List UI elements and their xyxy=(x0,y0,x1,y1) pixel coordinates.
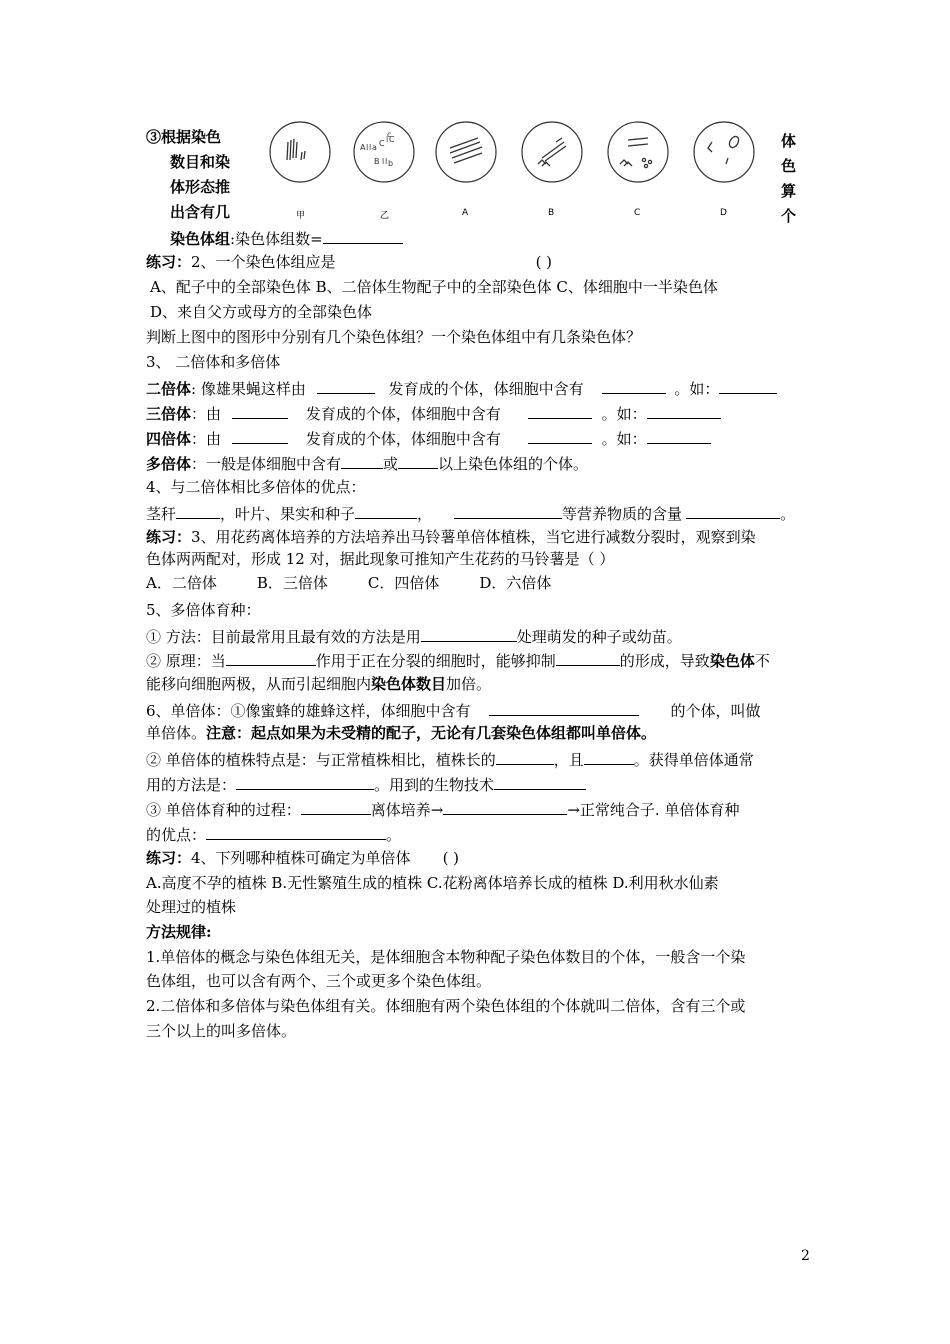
svg-text:C: C xyxy=(379,139,385,148)
blank xyxy=(528,430,592,444)
blank xyxy=(341,455,383,469)
blank xyxy=(556,652,620,666)
blank xyxy=(647,405,721,419)
svg-text:l: l xyxy=(386,135,389,144)
section-6-line4: 用的方法是： 。用到的生物技术 xyxy=(146,776,586,793)
blank xyxy=(647,430,711,444)
cell-label-b: B xyxy=(548,208,555,218)
triploid-line: 三倍体：由 发育成的个体，体细胞中含有 。如： xyxy=(146,405,721,422)
section-6-line2: 单倍体。注意：起点如果为未受精的配子，无论有几套染色体组都叫单倍体。 xyxy=(146,724,657,742)
polyploid-line: 多倍体：一般是体细胞中含有 或 以上染色体组的个体。 xyxy=(146,455,589,473)
blank xyxy=(398,455,438,469)
tetraploid-line: 四倍体：由 发育成的个体，体细胞中含有 。如： xyxy=(146,430,711,447)
sec3-intro-line2: 数目和染 xyxy=(170,153,231,171)
svg-text:b: b xyxy=(388,159,394,168)
blank xyxy=(496,751,554,765)
sec3-intro-line1: ③根据染色 xyxy=(146,128,222,146)
blank xyxy=(323,230,403,244)
blank xyxy=(528,405,592,419)
svg-text:C: C xyxy=(389,135,395,144)
cell-label-jia: 甲 xyxy=(296,211,306,221)
svg-text:l: l xyxy=(366,143,369,152)
cell-label-yi: 乙 xyxy=(380,211,390,221)
cell-b xyxy=(520,120,584,218)
rule-1-line2: 色体组，也可以含有两个、三个或更多个染色体组。 xyxy=(146,972,492,990)
blank xyxy=(421,628,517,642)
section-6-line1: 6、单倍体：①像蜜蜂的雄蜂这样，体细胞中含有 的个体，叫做 xyxy=(146,702,761,720)
sec3-intro-line4: 出含有几 xyxy=(170,203,231,221)
blank xyxy=(317,380,375,394)
svg-text:a: a xyxy=(372,143,377,152)
section-3-title: 3、 二倍体和多倍体 xyxy=(146,353,281,371)
rule-2-line1: 2.二倍体和多倍体与染色体组有关。体细胞有两个染色体组的个体就叫二倍体，含有三个或 xyxy=(146,997,746,1015)
blank xyxy=(454,505,562,519)
exercise-3-line2: 色体两两配对，形成 12 对，据此现象可推知产生花药的马铃薯是（ ） xyxy=(146,550,615,568)
right-char-2: 色 xyxy=(781,157,797,175)
blank xyxy=(232,405,288,419)
section-5-method: ① 方法：目前最常用且最有效的方法是用 处理萌发的种子或幼苗。 xyxy=(146,628,682,646)
cell-c xyxy=(606,120,670,218)
exercise-2-option-d: D、来自父方或母方的全部染色体 xyxy=(150,303,373,321)
blank xyxy=(686,505,780,519)
section-4-title: 4、与二倍体相比多倍体的优点： xyxy=(146,478,366,496)
blank xyxy=(236,776,374,790)
cell-label-d: D xyxy=(720,208,727,218)
blank xyxy=(602,380,666,394)
section-6-line5: ③ 单倍体育种的过程： 离体培养→ →正常纯合子. 单倍体育种 xyxy=(146,801,740,819)
blank xyxy=(206,826,386,840)
section-5-title: 5、多倍体育种： xyxy=(146,601,261,619)
exercise-3-line1: 练习：3、用花药离体培养的方法培养出马铃薯单倍体植株，当它进行减数分裂时，观察到染 xyxy=(146,528,756,546)
exercise-2-options-a-c: A、配子中的全部染色体 B、二倍体生物配子中的全部染色体 C、体细胞中一半染色体 xyxy=(150,278,718,296)
section-6-line3: ② 单倍体的植株特点是：与正常植株相比，植株长的 ，且 。获得单倍体通常 xyxy=(146,751,754,769)
sec3-intro-line3: 体形态推 xyxy=(170,178,231,196)
page-number: 2 xyxy=(801,1248,810,1264)
cell-jia xyxy=(268,120,332,221)
cell-label-c: C xyxy=(634,208,641,218)
blank xyxy=(301,801,371,815)
section-5-principle: ② 原理：当 作用于正在分裂的细胞时，能够抑制 的形成，导致染色体不 xyxy=(146,652,770,670)
cell-label-a: A xyxy=(462,208,469,218)
chromosome-cell-diagrams xyxy=(268,120,758,220)
exercise-4-options: A.高度不孕的植株 B.无性繁殖生成的植株 C.花粉离体培养长成的植株 D.利用秋水仙素 xyxy=(146,874,719,892)
sec3-intro-line5: 染色体组:染色体组数= xyxy=(170,230,403,247)
svg-text:B: B xyxy=(374,157,380,166)
cell-a xyxy=(434,120,498,218)
rule-2-line2: 三个以上的叫多倍体。 xyxy=(146,1022,297,1040)
svg-text:A: A xyxy=(360,143,366,152)
exercise-3-options: A．二倍体 B．三倍体 C．四倍体 D．六倍体 xyxy=(146,574,552,592)
svg-text:c: c xyxy=(387,130,392,139)
right-char-1: 体 xyxy=(781,132,797,150)
svg-text:l: l xyxy=(385,157,388,166)
exercise-4-options-cont: 处理过的植株 xyxy=(146,898,237,916)
blank xyxy=(226,652,316,666)
section-4-advantages: 茎秆 ，叶片、果实和种子 ， 等营养物质的含量 。 xyxy=(146,505,796,523)
rule-1-line1: 1.单倍体的概念与染色体组无关，是体细胞含本物种配子染色体数目的个体，一般含一个染 xyxy=(146,948,746,966)
blank xyxy=(355,505,417,519)
blank xyxy=(494,776,586,790)
blank xyxy=(584,751,634,765)
exercise-2-question: 练习：2、一个染色体组应是 ( ) xyxy=(146,253,553,271)
right-char-3: 算 xyxy=(781,182,797,200)
exercise-2-followup: 判断上图中的图形中分别有几个染色体组？一个染色体组中有几条染色体？ xyxy=(146,328,642,346)
svg-text:l: l xyxy=(369,143,372,152)
blank xyxy=(176,505,220,519)
blank xyxy=(489,702,639,716)
section-5-principle-cont: 能移向细胞两极，从而引起细胞内染色体数目加倍。 xyxy=(146,675,492,693)
cell-yi xyxy=(352,120,416,221)
right-char-4: 个 xyxy=(781,207,797,225)
diploid-line: 二倍体: 像雄果蝇这样由 发育成的个体，体细胞中含有 。如： xyxy=(146,380,777,397)
blank xyxy=(232,430,288,444)
cell-d xyxy=(692,120,756,218)
blank xyxy=(719,380,777,394)
svg-text:l: l xyxy=(382,157,385,166)
rules-title: 方法规律: xyxy=(146,923,212,941)
blank xyxy=(443,801,567,815)
section-6-line6: 的优点： 。 xyxy=(146,826,402,844)
exercise-4-question: 练习：4、下列哪种植株可确定为单倍体 ( ) xyxy=(146,849,460,867)
